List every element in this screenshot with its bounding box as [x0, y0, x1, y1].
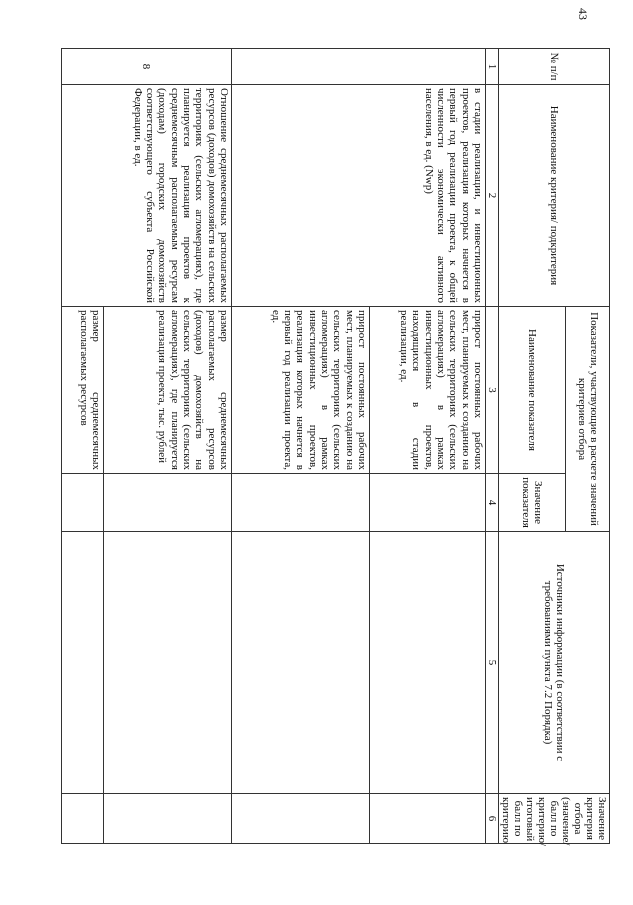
criterion-value-cell	[62, 794, 104, 844]
sources-cell	[104, 532, 232, 794]
sources-cell	[370, 532, 486, 794]
indicator-cell: прирост постоянных рабочих мест, планируемых к созданию на сельских территориях (сельских агломерациях) в рамках инвестиционных проектов, реализация которых начнется в первый год реализации проекта, ед.	[232, 307, 370, 474]
sources-cell	[232, 532, 370, 794]
criterion-value-cell	[232, 794, 370, 844]
indicator-cell: прирост постоянных рабочих мест, планируемых к созданию на сельских территориях (сельских агломерациях) в рамках инвестиционных проектов, находящихся в стадии реализации, ед.	[370, 307, 486, 474]
row-number	[232, 49, 486, 85]
column-index: 6	[486, 794, 499, 844]
column-index: 1	[486, 49, 499, 85]
header-sources: Источники информации (в соответствии с требованиями пункта 7.2 Порядка)	[499, 532, 610, 794]
indicator-value-cell	[62, 474, 104, 532]
criterion-cell: Отношение среднемесячных располагаемых ресурсов (доходов) домохозяйств на сельских территориях (сельских агломерациях), где планируется реализация проектов к среднемесячным располагаемым ресурсам (доходам) городских домохозяйств соответствующего субъекта Российской Федерации, в ед.	[62, 85, 232, 307]
column-index: 5	[486, 532, 499, 794]
header-criterion-value: Значение критерия отбора (значение/ балл по критерию/ итоговый балл по критерию	[499, 794, 610, 844]
header-num: № п/п	[499, 49, 610, 85]
page-number: 43	[576, 8, 590, 20]
criterion-cell: в стадии реализации, и инвестиционных проектов, реализация которых начнется в первый год реализации проекта, к общей численности экономически активного населения, в ед. (Nwp)	[232, 85, 486, 307]
row-number: 8	[62, 49, 232, 85]
header-indicators-group: Показатели, участвующие в расчете значений критериев отбора	[566, 307, 610, 532]
indicator-value-cell	[232, 474, 370, 532]
table-row	[104, 49, 232, 844]
header-indicator-value: Значение показателя	[499, 474, 566, 532]
indicator-value-cell	[104, 474, 232, 532]
header-indicator-name: Наименование показателя	[499, 307, 566, 474]
indicator-cell: размер среднемесячных располагаемых ресурсов	[62, 307, 104, 474]
column-index: 2	[486, 85, 499, 307]
column-index-row	[486, 49, 499, 844]
criterion-value-cell	[370, 794, 486, 844]
criterion-value-cell	[104, 794, 232, 844]
sources-cell	[62, 532, 104, 794]
indicator-cell: размер среднемесячных располагаемых ресурсов (доходов) домохозяйств на сельских территориях (сельских агломерациях), где планируется реализация проекта, тыс. рублей	[104, 307, 232, 474]
column-index: 4	[486, 474, 499, 532]
rotated-table-container	[75, 48, 610, 847]
table-row	[370, 49, 486, 844]
criteria-table	[61, 48, 610, 847]
column-index: 3	[486, 307, 499, 474]
indicator-value-cell	[370, 474, 486, 532]
header-criterion: Наименование критерия/ подкритерия	[499, 85, 610, 307]
